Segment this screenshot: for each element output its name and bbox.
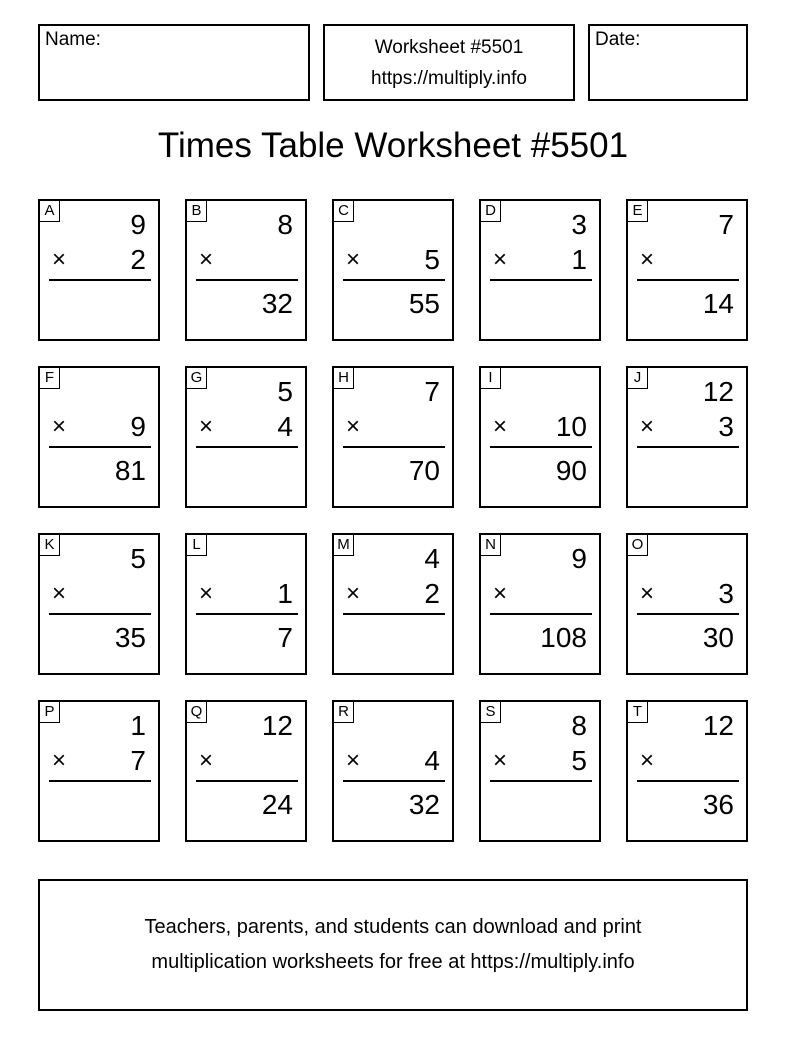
problem-card (38, 199, 160, 341)
worksheet-number: Worksheet #5501 (374, 36, 524, 58)
date-label: Date: (595, 29, 641, 50)
product: 70 (408, 455, 440, 486)
multiplicand: 9 (571, 543, 587, 574)
page-title: Times Table Worksheet #5501 (157, 126, 629, 165)
multiplicand: 5 (277, 376, 293, 407)
answer-line (637, 279, 739, 281)
problem-card (185, 700, 307, 842)
date-field[interactable] (588, 24, 748, 101)
problem-letter: G (187, 368, 207, 389)
multiplicand: 4 (424, 543, 440, 574)
product: 14 (702, 288, 734, 319)
product: 32 (408, 789, 440, 820)
problem-card (626, 533, 748, 675)
multiplier: 10 (555, 411, 587, 442)
answer-line (490, 279, 592, 281)
problem-card (479, 366, 601, 508)
multiplicand: 7 (718, 209, 734, 240)
product: 32 (261, 288, 293, 319)
problem-letter: P (40, 702, 60, 723)
problem-letter: Q (187, 702, 207, 723)
times-sign: × (52, 747, 67, 774)
multiplicand: 8 (277, 209, 293, 240)
problem-card (38, 533, 160, 675)
times-sign: × (493, 246, 508, 273)
worksheet-url: https://multiply.info (371, 67, 527, 89)
problem-letter: I (481, 368, 501, 389)
problem-letter: S (481, 702, 501, 723)
answer-line (196, 780, 298, 782)
multiplier: 4 (424, 745, 440, 776)
multiplier: 1 (571, 244, 587, 275)
problem-letter: T (628, 702, 648, 723)
product: 24 (261, 789, 293, 820)
problem-letter: F (40, 368, 60, 389)
problem-letter: H (334, 368, 354, 389)
times-sign: × (52, 246, 67, 273)
multiplier: 4 (277, 411, 293, 442)
problem-letter: M (334, 535, 354, 556)
times-sign: × (346, 580, 361, 607)
multiplicand: 9 (130, 209, 146, 240)
problem-letter: O (628, 535, 648, 556)
multiplicand: 1 (130, 710, 146, 741)
multiplicand: 12 (702, 376, 734, 407)
problem-card (185, 533, 307, 675)
multiplicand: 5 (130, 543, 146, 574)
answer-line (637, 780, 739, 782)
problem-letter: B (187, 201, 207, 222)
answer-line (196, 279, 298, 281)
times-sign: × (199, 246, 214, 273)
problem-letter: A (40, 201, 60, 222)
problem-card (38, 366, 160, 508)
times-sign: × (346, 246, 361, 273)
multiplier: 7 (130, 745, 146, 776)
problem-card (332, 533, 454, 675)
times-sign: × (640, 580, 655, 607)
answer-line (49, 279, 151, 281)
answer-line (196, 446, 298, 448)
footer-note (38, 879, 748, 1011)
problem-card (185, 199, 307, 341)
answer-line (490, 446, 592, 448)
product: 35 (114, 622, 146, 653)
footer-line-1: Teachers, parents, and students can download and print (144, 916, 642, 938)
name-field[interactable] (38, 24, 310, 101)
times-sign: × (493, 580, 508, 607)
multiplier: 5 (424, 244, 440, 275)
problem-card (185, 366, 307, 508)
problem-letter: R (334, 702, 354, 723)
times-sign: × (346, 413, 361, 440)
problem-card (332, 700, 454, 842)
answer-line (490, 613, 592, 615)
multiplicand: 12 (702, 710, 734, 741)
answer-line (343, 780, 445, 782)
times-sign: × (640, 747, 655, 774)
answer-line (49, 780, 151, 782)
times-sign: × (640, 246, 655, 273)
multiplier: 2 (424, 578, 440, 609)
product: 55 (408, 288, 440, 319)
times-sign: × (199, 413, 214, 440)
answer-line (490, 780, 592, 782)
multiplier: 2 (130, 244, 146, 275)
answer-line (343, 279, 445, 281)
footer-line-2: multiplication worksheets for free at https://multiply.info (151, 951, 635, 973)
times-sign: × (640, 413, 655, 440)
answer-line (343, 446, 445, 448)
problem-card (626, 700, 748, 842)
product: 90 (555, 455, 587, 486)
times-sign: × (52, 413, 67, 440)
product: 81 (114, 455, 146, 486)
answer-line (637, 446, 739, 448)
problem-card (332, 366, 454, 508)
answer-line (343, 613, 445, 615)
worksheet-info-box (323, 24, 575, 101)
answer-line (49, 446, 151, 448)
answer-line (49, 613, 151, 615)
multiplicand: 7 (424, 376, 440, 407)
problem-letter: D (481, 201, 501, 222)
answer-line (637, 613, 739, 615)
times-sign: × (493, 413, 508, 440)
times-sign: × (346, 747, 361, 774)
multiplier: 3 (718, 578, 734, 609)
problem-letter: E (628, 201, 648, 222)
multiplier: 1 (277, 578, 293, 609)
problem-card (332, 199, 454, 341)
times-sign: × (52, 580, 67, 607)
answer-line (196, 613, 298, 615)
multiplicand: 3 (571, 209, 587, 240)
problem-letter: N (481, 535, 501, 556)
problem-letter: K (40, 535, 60, 556)
problem-letter: C (334, 201, 354, 222)
times-sign: × (199, 747, 214, 774)
multiplicand: 12 (261, 710, 293, 741)
product: 7 (277, 622, 293, 653)
problem-card (626, 366, 748, 508)
multiplicand: 8 (571, 710, 587, 741)
problem-card (479, 533, 601, 675)
product: 30 (702, 622, 734, 653)
multiplier: 5 (571, 745, 587, 776)
problem-card (626, 199, 748, 341)
problem-card (38, 700, 160, 842)
problem-letter: L (187, 535, 207, 556)
times-sign: × (199, 580, 214, 607)
problem-letter: J (628, 368, 648, 389)
multiplier: 3 (718, 411, 734, 442)
problem-card (479, 199, 601, 341)
problem-card (479, 700, 601, 842)
name-label: Name: (45, 29, 101, 50)
times-sign: × (493, 747, 508, 774)
product: 108 (540, 622, 587, 653)
multiplier: 9 (130, 411, 146, 442)
product: 36 (702, 789, 734, 820)
